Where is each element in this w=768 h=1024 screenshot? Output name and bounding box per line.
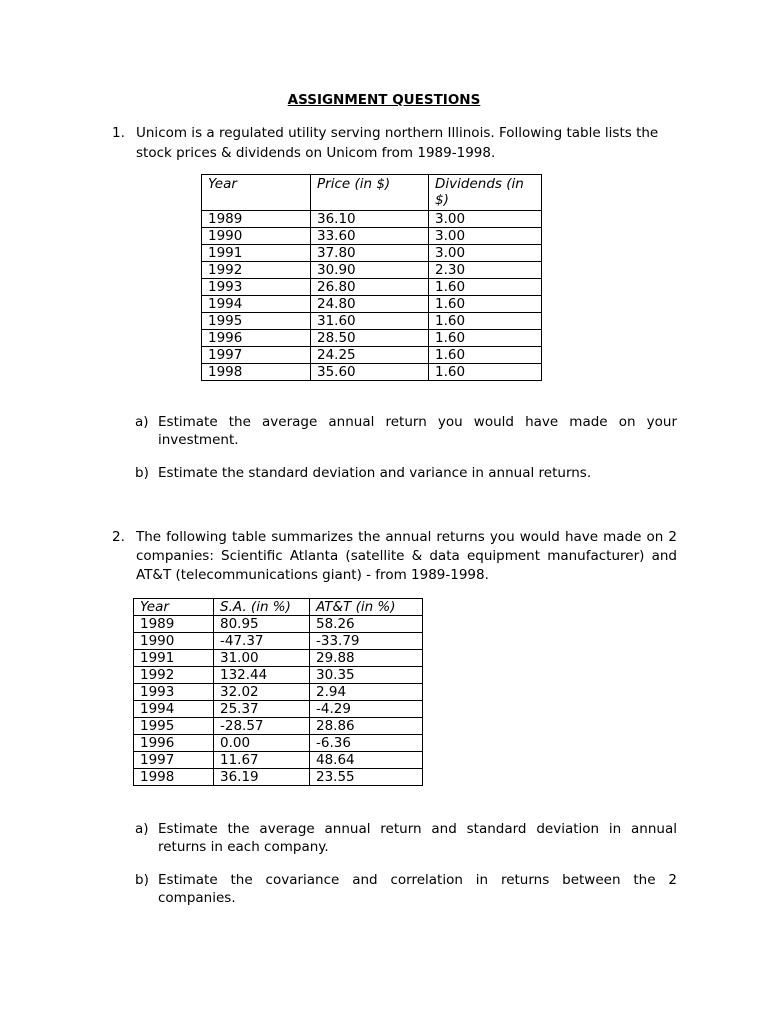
table-cell: 23.55: [310, 769, 423, 786]
returns-table: [133, 598, 423, 786]
subquestion-text: Estimate the covariance and correlation in returns between the 2 companies.: [158, 872, 677, 906]
table-cell: 1994: [134, 701, 214, 718]
table-cell: 1993: [202, 279, 311, 296]
table-cell: 36.10: [311, 211, 429, 228]
table-header-row: [134, 599, 423, 616]
table-cell: 2.30: [429, 262, 542, 279]
table-cell: 132.44: [214, 667, 310, 684]
table-row: [134, 718, 423, 735]
table-cell: 32.02: [214, 684, 310, 701]
table-cell: 1989: [134, 616, 214, 633]
table-cell: 24.80: [311, 296, 429, 313]
table-cell: 29.88: [310, 650, 423, 667]
table-row: [202, 347, 542, 364]
question-text: The following table summarizes the annual returns you would have made on 2 companies: Scientific Atlanta (satellite & data equipment manufacturer) and AT&T (telecommunications giant) - from 1989-1998.: [136, 529, 677, 583]
table-cell: 48.64: [310, 752, 423, 769]
subquestion-text: Estimate the standard deviation and variance in annual returns.: [158, 465, 592, 481]
table-cell: 1990: [202, 228, 311, 245]
question-1a: [135, 413, 677, 449]
table-cell: 26.80: [311, 279, 429, 296]
table-row: [134, 667, 423, 684]
table-cell: 30.90: [311, 262, 429, 279]
table-cell: -6.36: [310, 735, 423, 752]
table-row: [134, 752, 423, 769]
table-cell: 1.60: [429, 279, 542, 296]
table-row: [202, 313, 542, 330]
table-cell: 28.86: [310, 718, 423, 735]
table-cell: -33.79: [310, 633, 423, 650]
header-price: Price (in $): [311, 175, 429, 211]
table-cell: 31.00: [214, 650, 310, 667]
table-cell: 1.60: [429, 330, 542, 347]
table-header-row: [202, 175, 542, 211]
table-cell: 1990: [134, 633, 214, 650]
table-cell: 1998: [202, 364, 311, 381]
table-cell: 1.60: [429, 347, 542, 364]
table-cell: 24.25: [311, 347, 429, 364]
question-2b: [135, 871, 677, 907]
table-cell: 1998: [134, 769, 214, 786]
table-cell: 11.67: [214, 752, 310, 769]
table-cell: -4.29: [310, 701, 423, 718]
table-row: [134, 633, 423, 650]
table-cell: 1989: [202, 211, 311, 228]
subquestion-label: b): [135, 872, 149, 888]
table-cell: 1994: [202, 296, 311, 313]
table-cell: -47.37: [214, 633, 310, 650]
table-row: [134, 650, 423, 667]
question-1b: [135, 464, 677, 482]
table-cell: -28.57: [214, 718, 310, 735]
table-cell: 3.00: [429, 228, 542, 245]
question-number: 1.: [112, 125, 125, 141]
table-row: [202, 211, 542, 228]
table-cell: 28.50: [311, 330, 429, 347]
table-row: [134, 769, 423, 786]
header-att: AT&T (in %): [310, 599, 423, 616]
question-text: Unicom is a regulated utility serving northern Illinois. Following table lists the stock prices & dividends on Unicom from 1989-1998.: [136, 125, 659, 161]
table-cell: 1995: [202, 313, 311, 330]
table-cell: 1996: [134, 735, 214, 752]
subquestion-label: b): [135, 465, 149, 481]
subquestion-text: Estimate the average annual return you would have made on your investment.: [158, 414, 677, 448]
table-cell: 2.94: [310, 684, 423, 701]
question-number: 2.: [112, 529, 125, 545]
table-cell: 58.26: [310, 616, 423, 633]
table-cell: 1997: [202, 347, 311, 364]
table-cell: 36.19: [214, 769, 310, 786]
table-cell: 1.60: [429, 313, 542, 330]
table-row: [202, 245, 542, 262]
table-row: [134, 735, 423, 752]
table-cell: 1993: [134, 684, 214, 701]
table-row: [134, 701, 423, 718]
header-sa: S.A. (in %): [214, 599, 310, 616]
table-cell: 31.60: [311, 313, 429, 330]
table-row: [202, 364, 542, 381]
table-row: [202, 279, 542, 296]
header-year: Year: [202, 175, 311, 211]
header-dividends: Dividends (in $): [429, 175, 542, 211]
table-cell: 33.60: [311, 228, 429, 245]
table-cell: 35.60: [311, 364, 429, 381]
question-2a: [135, 820, 677, 856]
table-row: [202, 228, 542, 245]
table-cell: 1992: [134, 667, 214, 684]
table-cell: 1995: [134, 718, 214, 735]
table-cell: 25.37: [214, 701, 310, 718]
table-cell: 1.60: [429, 296, 542, 313]
table-cell: 3.00: [429, 245, 542, 262]
table-cell: 1996: [202, 330, 311, 347]
table-cell: 1997: [134, 752, 214, 769]
table-cell: 1992: [202, 262, 311, 279]
table-row: [202, 330, 542, 347]
table-cell: 3.00: [429, 211, 542, 228]
question-1: [112, 123, 677, 163]
stock-price-table: [201, 174, 542, 381]
table-cell: 80.95: [214, 616, 310, 633]
table-row: [202, 262, 542, 279]
table-cell: 1.60: [429, 364, 542, 381]
header-year: Year: [134, 599, 214, 616]
table-row: [202, 296, 542, 313]
table-cell: 1991: [134, 650, 214, 667]
subquestion-text: Estimate the average annual return and standard deviation in annual returns in each company.: [158, 821, 677, 855]
table-cell: 37.80: [311, 245, 429, 262]
table-cell: 0.00: [214, 735, 310, 752]
subquestion-label: a): [135, 821, 149, 837]
table-row: [134, 684, 423, 701]
table-cell: 1991: [202, 245, 311, 262]
subquestion-label: a): [135, 414, 149, 430]
table-cell: 30.35: [310, 667, 423, 684]
table-row: [134, 616, 423, 633]
question-2: [112, 528, 677, 585]
page-title: ASSIGNMENT QUESTIONS: [287, 92, 481, 108]
